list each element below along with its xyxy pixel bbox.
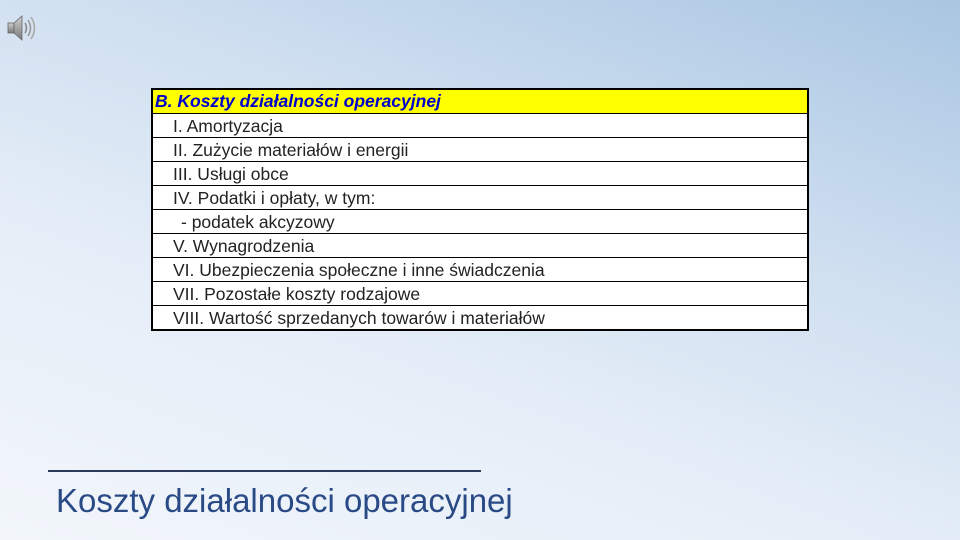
table-row: IV. Podatki i opłaty, w tym: bbox=[153, 185, 807, 209]
cost-table bbox=[151, 88, 809, 331]
table-row: III. Usługi obce bbox=[153, 161, 807, 185]
title-divider bbox=[48, 470, 481, 472]
table-row: - podatek akcyzowy bbox=[153, 209, 807, 233]
table-row: VII. Pozostałe koszty rodzajowe bbox=[153, 281, 807, 305]
table-header: B. Koszty działalności operacyjnej bbox=[153, 90, 807, 113]
table-row: VIII. Wartość sprzedanych towarów i materiałów bbox=[153, 305, 807, 329]
table-row: I. Amortyzacja bbox=[153, 113, 807, 137]
table-row: VI. Ubezpieczenia społeczne i inne świadczenia bbox=[153, 257, 807, 281]
slide-title: Koszty działalności operacyjnej bbox=[56, 482, 513, 519]
table-row: II. Zużycie materiałów i energii bbox=[153, 137, 807, 161]
table-row: V. Wynagrodzenia bbox=[153, 233, 807, 257]
speaker-icon[interactable] bbox=[5, 12, 39, 44]
